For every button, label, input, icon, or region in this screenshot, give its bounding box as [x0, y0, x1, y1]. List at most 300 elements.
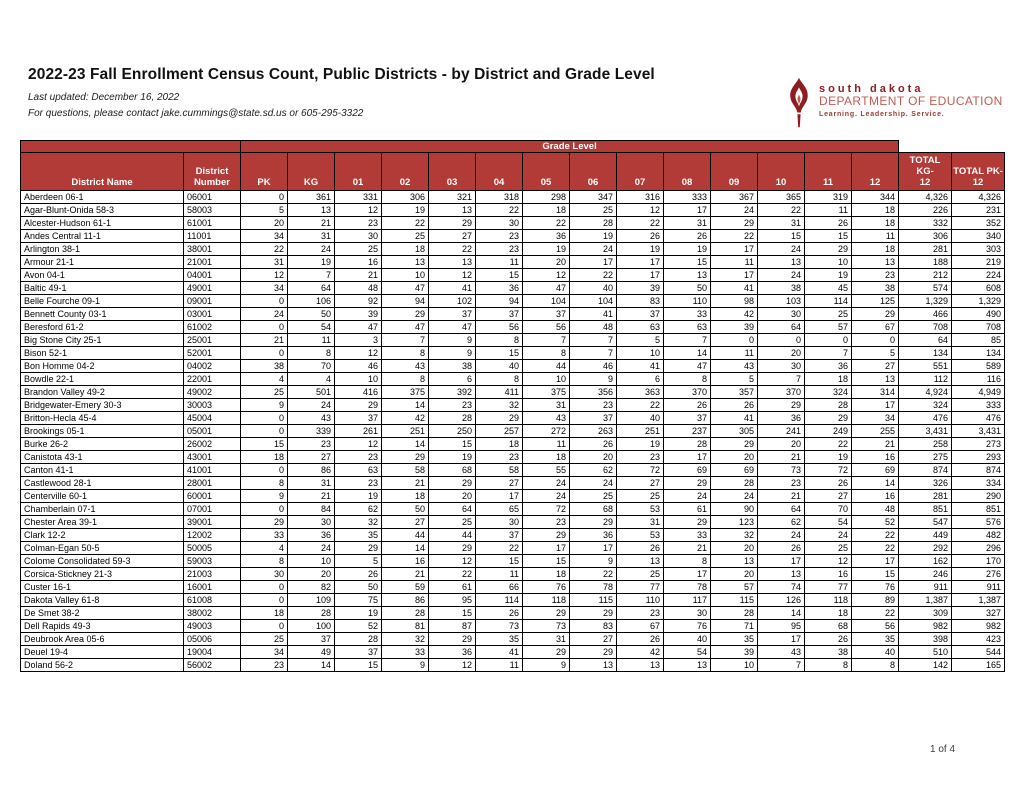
- enrollment-value-cell: 0: [241, 464, 288, 477]
- enrollment-value-cell: 26: [664, 230, 711, 243]
- enrollment-value-cell: 63: [335, 464, 382, 477]
- enrollment-value-cell: 411: [476, 386, 523, 399]
- enrollment-value-cell: 29: [805, 243, 852, 256]
- enrollment-value-cell: 22: [617, 217, 664, 230]
- enrollment-value-cell: 33: [664, 308, 711, 321]
- enrollment-value-cell: 10: [711, 659, 758, 672]
- table-row: [21, 256, 1005, 269]
- district-number-header-line1: District: [195, 166, 229, 177]
- enrollment-value-cell: 75: [335, 594, 382, 607]
- enrollment-value-cell: 306: [382, 191, 429, 204]
- enrollment-value-cell: 43: [758, 646, 805, 659]
- enrollment-value-cell: 29: [241, 516, 288, 529]
- enrollment-value-cell: 3,431: [899, 425, 952, 438]
- enrollment-value-cell: 29: [664, 477, 711, 490]
- district-name-cell: Belle Fourche 09-1: [21, 295, 184, 308]
- enrollment-value-cell: 13: [758, 568, 805, 581]
- total-kg12-header-line1: TOTAL KG-: [909, 155, 941, 177]
- enrollment-value-cell: 70: [288, 360, 335, 373]
- enrollment-value-cell: 333: [952, 399, 1005, 412]
- enrollment-value-cell: 32: [382, 633, 429, 646]
- enrollment-value-cell: 26: [758, 542, 805, 555]
- enrollment-value-cell: 4,924: [899, 386, 952, 399]
- enrollment-value-cell: 15: [429, 607, 476, 620]
- enrollment-value-cell: 11: [805, 204, 852, 217]
- district-number-cell: 03001: [184, 308, 241, 321]
- enrollment-value-cell: 81: [382, 620, 429, 633]
- enrollment-value-cell: 241: [758, 425, 805, 438]
- enrollment-value-cell: 23: [476, 451, 523, 464]
- enrollment-value-cell: 17: [570, 542, 617, 555]
- enrollment-value-cell: 4,326: [899, 191, 952, 204]
- enrollment-value-cell: 69: [664, 464, 711, 477]
- enrollment-value-cell: 31: [288, 477, 335, 490]
- enrollment-value-cell: 22: [523, 217, 570, 230]
- enrollment-value-cell: 38: [852, 282, 899, 295]
- table-row: [21, 581, 1005, 594]
- enrollment-value-cell: 15: [335, 659, 382, 672]
- district-name-cell: Dell Rapids 49-3: [21, 620, 184, 633]
- enrollment-value-cell: 326: [899, 477, 952, 490]
- enrollment-value-cell: 114: [805, 295, 852, 308]
- enrollment-value-cell: 12: [335, 438, 382, 451]
- enrollment-value-cell: 15: [476, 555, 523, 568]
- enrollment-value-cell: 29: [570, 607, 617, 620]
- enrollment-value-cell: 25: [617, 568, 664, 581]
- enrollment-value-cell: 22: [570, 568, 617, 581]
- enrollment-value-cell: 103: [758, 295, 805, 308]
- enrollment-value-cell: 911: [952, 581, 1005, 594]
- enrollment-value-cell: 574: [899, 282, 952, 295]
- enrollment-value-cell: 5: [241, 204, 288, 217]
- enrollment-value-cell: 38: [241, 360, 288, 373]
- enrollment-value-cell: 501: [288, 386, 335, 399]
- enrollment-value-cell: 32: [476, 399, 523, 412]
- enrollment-value-cell: 25: [570, 204, 617, 217]
- enrollment-value-cell: 309: [899, 607, 952, 620]
- table-row: [21, 360, 1005, 373]
- enrollment-value-cell: 28: [570, 217, 617, 230]
- enrollment-value-cell: 547: [899, 516, 952, 529]
- enrollment-value-cell: 48: [570, 321, 617, 334]
- enrollment-value-cell: 0: [241, 191, 288, 204]
- district-name-cell: De Smet 38-2: [21, 607, 184, 620]
- enrollment-value-cell: 36: [476, 282, 523, 295]
- enrollment-value-cell: 23: [852, 269, 899, 282]
- enrollment-value-cell: 370: [758, 386, 805, 399]
- district-name-cell: Canton 41-1: [21, 464, 184, 477]
- enrollment-value-cell: 43: [382, 360, 429, 373]
- table-row: [21, 646, 1005, 659]
- enrollment-value-cell: 47: [335, 321, 382, 334]
- enrollment-value-cell: 34: [241, 646, 288, 659]
- enrollment-value-cell: 305: [711, 425, 758, 438]
- enrollment-value-cell: 61: [664, 503, 711, 516]
- enrollment-value-cell: 30: [241, 568, 288, 581]
- enrollment-value-cell: 0: [241, 295, 288, 308]
- col-header-grade-11: 11: [805, 153, 852, 191]
- table-row: [21, 607, 1005, 620]
- enrollment-value-cell: 281: [899, 490, 952, 503]
- enrollment-value-cell: 22: [382, 217, 429, 230]
- enrollment-value-cell: 22: [758, 204, 805, 217]
- district-name-cell: Centerville 60-1: [21, 490, 184, 503]
- enrollment-value-cell: 8: [523, 347, 570, 360]
- enrollment-value-cell: 22: [429, 568, 476, 581]
- enrollment-value-cell: 0: [241, 620, 288, 633]
- enrollment-value-cell: 303: [952, 243, 1005, 256]
- enrollment-value-cell: 32: [335, 516, 382, 529]
- district-name-cell: Burke 26-2: [21, 438, 184, 451]
- enrollment-value-cell: 21: [288, 217, 335, 230]
- enrollment-value-cell: 9: [429, 334, 476, 347]
- enrollment-value-cell: 9: [241, 490, 288, 503]
- enrollment-value-cell: 275: [899, 451, 952, 464]
- district-number-cell: 38001: [184, 243, 241, 256]
- enrollment-value-cell: 22: [852, 607, 899, 620]
- enrollment-value-cell: 15: [429, 438, 476, 451]
- district-number-cell: 12002: [184, 529, 241, 542]
- enrollment-value-cell: 0: [241, 347, 288, 360]
- enrollment-value-cell: 95: [758, 620, 805, 633]
- table-row: [21, 412, 1005, 425]
- enrollment-value-cell: 104: [523, 295, 570, 308]
- enrollment-value-cell: 23: [617, 607, 664, 620]
- district-name-cell: Alcester-Hudson 61-1: [21, 217, 184, 230]
- enrollment-value-cell: 29: [805, 412, 852, 425]
- enrollment-value-cell: 36: [805, 360, 852, 373]
- enrollment-value-cell: 29: [429, 217, 476, 230]
- enrollment-value-cell: 319: [805, 191, 852, 204]
- enrollment-value-cell: 21: [758, 451, 805, 464]
- enrollment-value-cell: 19: [570, 230, 617, 243]
- enrollment-value-cell: 29: [570, 516, 617, 529]
- last-updated-text: Last updated: December 16, 2022: [28, 92, 180, 103]
- enrollment-value-cell: 7: [805, 347, 852, 360]
- enrollment-value-cell: 24: [241, 308, 288, 321]
- enrollment-value-cell: 576: [952, 516, 1005, 529]
- col-header-grade-03: 03: [429, 153, 476, 191]
- enrollment-value-cell: 28: [711, 477, 758, 490]
- enrollment-value-cell: 86: [288, 464, 335, 477]
- enrollment-value-cell: 8: [382, 373, 429, 386]
- enrollment-value-cell: 0: [241, 503, 288, 516]
- enrollment-value-cell: 11: [288, 334, 335, 347]
- table-row: [21, 204, 1005, 217]
- enrollment-value-cell: 29: [523, 646, 570, 659]
- enrollment-value-cell: 73: [523, 620, 570, 633]
- table-row: [21, 438, 1005, 451]
- enrollment-value-cell: 31: [617, 516, 664, 529]
- logo-tagline: Learning. Leadership. Service.: [819, 111, 945, 118]
- district-number-cell: 61001: [184, 217, 241, 230]
- enrollment-value-cell: 212: [899, 269, 952, 282]
- enrollment-value-cell: 47: [429, 321, 476, 334]
- enrollment-value-cell: 118: [805, 594, 852, 607]
- district-number-cell: 28001: [184, 477, 241, 490]
- enrollment-value-cell: 7: [288, 269, 335, 282]
- enrollment-value-cell: 170: [952, 555, 1005, 568]
- enrollment-value-cell: 18: [805, 607, 852, 620]
- enrollment-value-cell: 28: [664, 438, 711, 451]
- enrollment-value-cell: 357: [711, 386, 758, 399]
- enrollment-value-cell: 64: [758, 503, 805, 516]
- enrollment-value-cell: 363: [617, 386, 664, 399]
- enrollment-value-cell: 20: [241, 217, 288, 230]
- enrollment-value-cell: 13: [382, 256, 429, 269]
- enrollment-value-cell: 40: [852, 646, 899, 659]
- enrollment-value-cell: 18: [523, 204, 570, 217]
- enrollment-value-cell: 12: [429, 269, 476, 282]
- enrollment-value-cell: 59: [382, 581, 429, 594]
- col-header-district-number: [184, 153, 241, 191]
- enrollment-value-cell: 9: [382, 659, 429, 672]
- district-number-cell: 49002: [184, 386, 241, 399]
- enrollment-value-cell: 54: [288, 321, 335, 334]
- col-header-grade-kg: KG: [288, 153, 335, 191]
- district-number-cell: 49001: [184, 282, 241, 295]
- enrollment-value-cell: 73: [758, 464, 805, 477]
- col-header-grade-02: 02: [382, 153, 429, 191]
- enrollment-value-cell: 19: [429, 451, 476, 464]
- enrollment-value-cell: 5: [852, 347, 899, 360]
- enrollment-value-cell: 50: [664, 282, 711, 295]
- enrollment-value-cell: 25: [805, 542, 852, 555]
- enrollment-value-cell: 318: [476, 191, 523, 204]
- enrollment-value-cell: 72: [523, 503, 570, 516]
- enrollment-value-cell: 71: [711, 620, 758, 633]
- enrollment-value-cell: 246: [899, 568, 952, 581]
- enrollment-value-cell: 23: [617, 451, 664, 464]
- enrollment-value-cell: 104: [570, 295, 617, 308]
- table-row: [21, 282, 1005, 295]
- enrollment-value-cell: 13: [852, 256, 899, 269]
- enrollment-value-cell: 27: [617, 477, 664, 490]
- enrollment-value-cell: 54: [664, 646, 711, 659]
- enrollment-value-cell: 67: [617, 620, 664, 633]
- enrollment-value-cell: 40: [617, 412, 664, 425]
- enrollment-value-cell: 19: [805, 451, 852, 464]
- enrollment-value-cell: 17: [617, 256, 664, 269]
- district-number-cell: 19004: [184, 646, 241, 659]
- enrollment-value-cell: 12: [617, 204, 664, 217]
- enrollment-value-cell: 50: [335, 581, 382, 594]
- enrollment-value-cell: 37: [288, 633, 335, 646]
- enrollment-value-cell: 26: [664, 399, 711, 412]
- enrollment-value-cell: 13: [570, 659, 617, 672]
- enrollment-value-cell: 134: [952, 347, 1005, 360]
- enrollment-value-cell: 6: [617, 373, 664, 386]
- enrollment-value-cell: 26: [617, 230, 664, 243]
- table-row: [21, 347, 1005, 360]
- enrollment-value-cell: 708: [952, 321, 1005, 334]
- enrollment-value-cell: 708: [899, 321, 952, 334]
- table-row: [21, 568, 1005, 581]
- enrollment-value-cell: 11: [711, 347, 758, 360]
- enrollment-value-cell: 851: [952, 503, 1005, 516]
- enrollment-value-cell: 24: [758, 269, 805, 282]
- enrollment-value-cell: 117: [664, 594, 711, 607]
- enrollment-value-cell: 28: [805, 399, 852, 412]
- enrollment-value-cell: 8: [664, 555, 711, 568]
- enrollment-value-cell: 35: [852, 633, 899, 646]
- enrollment-value-cell: 21: [288, 490, 335, 503]
- enrollment-value-cell: 25: [617, 490, 664, 503]
- enrollment-value-cell: 26: [711, 399, 758, 412]
- enrollment-value-cell: 13: [429, 256, 476, 269]
- enrollment-value-cell: 3,431: [952, 425, 1005, 438]
- col-header-grade-08: 08: [664, 153, 711, 191]
- enrollment-value-cell: 76: [852, 581, 899, 594]
- district-name-cell: Deubrook Area 05-6: [21, 633, 184, 646]
- enrollment-value-cell: 339: [288, 425, 335, 438]
- enrollment-value-cell: 36: [758, 412, 805, 425]
- district-number-cell: 06001: [184, 191, 241, 204]
- enrollment-value-cell: 16: [805, 568, 852, 581]
- enrollment-value-cell: 11: [711, 256, 758, 269]
- enrollment-value-cell: 13: [758, 256, 805, 269]
- table-row: [21, 503, 1005, 516]
- enrollment-value-cell: 28: [711, 607, 758, 620]
- enrollment-value-cell: 21: [852, 438, 899, 451]
- enrollment-value-cell: 15: [476, 269, 523, 282]
- district-number-cell: 60001: [184, 490, 241, 503]
- enrollment-value-cell: 231: [952, 204, 1005, 217]
- enrollment-value-cell: 24: [523, 477, 570, 490]
- enrollment-value-cell: 30: [664, 607, 711, 620]
- enrollment-value-cell: 375: [382, 386, 429, 399]
- enrollment-value-cell: 4: [241, 373, 288, 386]
- table-row: [21, 490, 1005, 503]
- enrollment-value-cell: 251: [617, 425, 664, 438]
- enrollment-value-cell: 55: [523, 464, 570, 477]
- enrollment-value-cell: 0: [241, 581, 288, 594]
- enrollment-value-cell: 37: [476, 529, 523, 542]
- district-name-cell: Corsica-Stickney 21-3: [21, 568, 184, 581]
- enrollment-value-cell: 19: [617, 243, 664, 256]
- enrollment-value-cell: 83: [570, 620, 617, 633]
- enrollment-value-cell: 10: [523, 373, 570, 386]
- enrollment-value-cell: 20: [523, 256, 570, 269]
- enrollment-value-cell: 258: [899, 438, 952, 451]
- enrollment-value-cell: 31: [288, 230, 335, 243]
- enrollment-value-cell: 7: [523, 334, 570, 347]
- enrollment-value-cell: 23: [429, 399, 476, 412]
- enrollment-value-cell: 331: [335, 191, 382, 204]
- enrollment-value-cell: 26: [805, 477, 852, 490]
- district-name-cell: Armour 21-1: [21, 256, 184, 269]
- enrollment-value-cell: 14: [758, 607, 805, 620]
- enrollment-value-cell: 89: [852, 594, 899, 607]
- enrollment-value-cell: 82: [288, 581, 335, 594]
- enrollment-value-cell: 18: [476, 438, 523, 451]
- enrollment-value-cell: 35: [476, 633, 523, 646]
- table-row: [21, 425, 1005, 438]
- enrollment-value-cell: 375: [523, 386, 570, 399]
- enrollment-value-cell: 24: [711, 204, 758, 217]
- enrollment-value-cell: 13: [288, 204, 335, 217]
- district-name-cell: Brookings 05-1: [21, 425, 184, 438]
- enrollment-value-cell: 19: [382, 204, 429, 217]
- enrollment-value-cell: 22: [852, 529, 899, 542]
- table-row: [21, 191, 1005, 204]
- enrollment-value-cell: 58: [382, 464, 429, 477]
- enrollment-value-cell: 40: [664, 633, 711, 646]
- enrollment-value-cell: 21: [241, 334, 288, 347]
- enrollment-value-cell: 276: [952, 568, 1005, 581]
- district-name-cell: Avon 04-1: [21, 269, 184, 282]
- table-row: [21, 464, 1005, 477]
- enrollment-value-cell: 37: [523, 308, 570, 321]
- district-name-cell: Colome Consolidated 59-3: [21, 555, 184, 568]
- enrollment-value-cell: 54: [805, 516, 852, 529]
- enrollment-value-cell: 9: [570, 373, 617, 386]
- enrollment-value-cell: 251: [382, 425, 429, 438]
- enrollment-value-cell: 13: [617, 555, 664, 568]
- enrollment-value-cell: 0: [241, 412, 288, 425]
- district-number-cell: 38002: [184, 607, 241, 620]
- enrollment-value-cell: 47: [382, 282, 429, 295]
- enrollment-value-cell: 87: [429, 620, 476, 633]
- enrollment-value-cell: 9: [429, 347, 476, 360]
- enrollment-value-cell: 64: [429, 503, 476, 516]
- enrollment-value-cell: 19: [664, 243, 711, 256]
- total-pk12-header-line1: TOTAL PK-: [953, 166, 1003, 177]
- enrollment-value-cell: 12: [335, 347, 382, 360]
- enrollment-value-cell: 17: [570, 256, 617, 269]
- enrollment-value-cell: 95: [429, 594, 476, 607]
- enrollment-value-cell: 48: [335, 282, 382, 295]
- enrollment-value-cell: 874: [952, 464, 1005, 477]
- district-number-cell: 04001: [184, 269, 241, 282]
- enrollment-value-cell: 39: [711, 646, 758, 659]
- enrollment-value-cell: 77: [617, 581, 664, 594]
- enrollment-value-cell: 31: [664, 217, 711, 230]
- enrollment-value-cell: 56: [523, 321, 570, 334]
- table-row: [21, 243, 1005, 256]
- enrollment-value-cell: 42: [711, 308, 758, 321]
- enrollment-value-cell: 61: [429, 581, 476, 594]
- district-number-cell: 21001: [184, 256, 241, 269]
- enrollment-value-cell: 12: [523, 269, 570, 282]
- col-header-grade-07: 07: [617, 153, 664, 191]
- enrollment-value-cell: 398: [899, 633, 952, 646]
- enrollment-value-cell: 29: [758, 399, 805, 412]
- district-name-cell: Bridgewater-Emery 30-3: [21, 399, 184, 412]
- enrollment-value-cell: 165: [952, 659, 1005, 672]
- enrollment-value-cell: 41: [476, 646, 523, 659]
- sd-doe-logo: [786, 76, 1003, 130]
- enrollment-value-cell: 19: [805, 269, 852, 282]
- district-number-cell: 52001: [184, 347, 241, 360]
- enrollment-value-cell: 9: [570, 555, 617, 568]
- col-header-total-pk12: [952, 153, 1005, 191]
- column-header-row: [21, 153, 1005, 191]
- enrollment-value-cell: 86: [382, 594, 429, 607]
- enrollment-value-cell: 982: [952, 620, 1005, 633]
- enrollment-value-cell: 47: [523, 282, 570, 295]
- table-row: [21, 230, 1005, 243]
- col-header-district-name: District Name: [21, 153, 184, 191]
- enrollment-value-cell: 46: [335, 360, 382, 373]
- enrollment-value-cell: 24: [758, 243, 805, 256]
- enrollment-value-cell: 21: [664, 542, 711, 555]
- enrollment-value-cell: 58: [476, 464, 523, 477]
- enrollment-value-cell: 65: [476, 503, 523, 516]
- enrollment-value-cell: 14: [382, 399, 429, 412]
- enrollment-value-cell: 15: [852, 568, 899, 581]
- page-title: 2022-23 Fall Enrollment Census Count, Public Districts - by District and Grade Level: [28, 66, 655, 83]
